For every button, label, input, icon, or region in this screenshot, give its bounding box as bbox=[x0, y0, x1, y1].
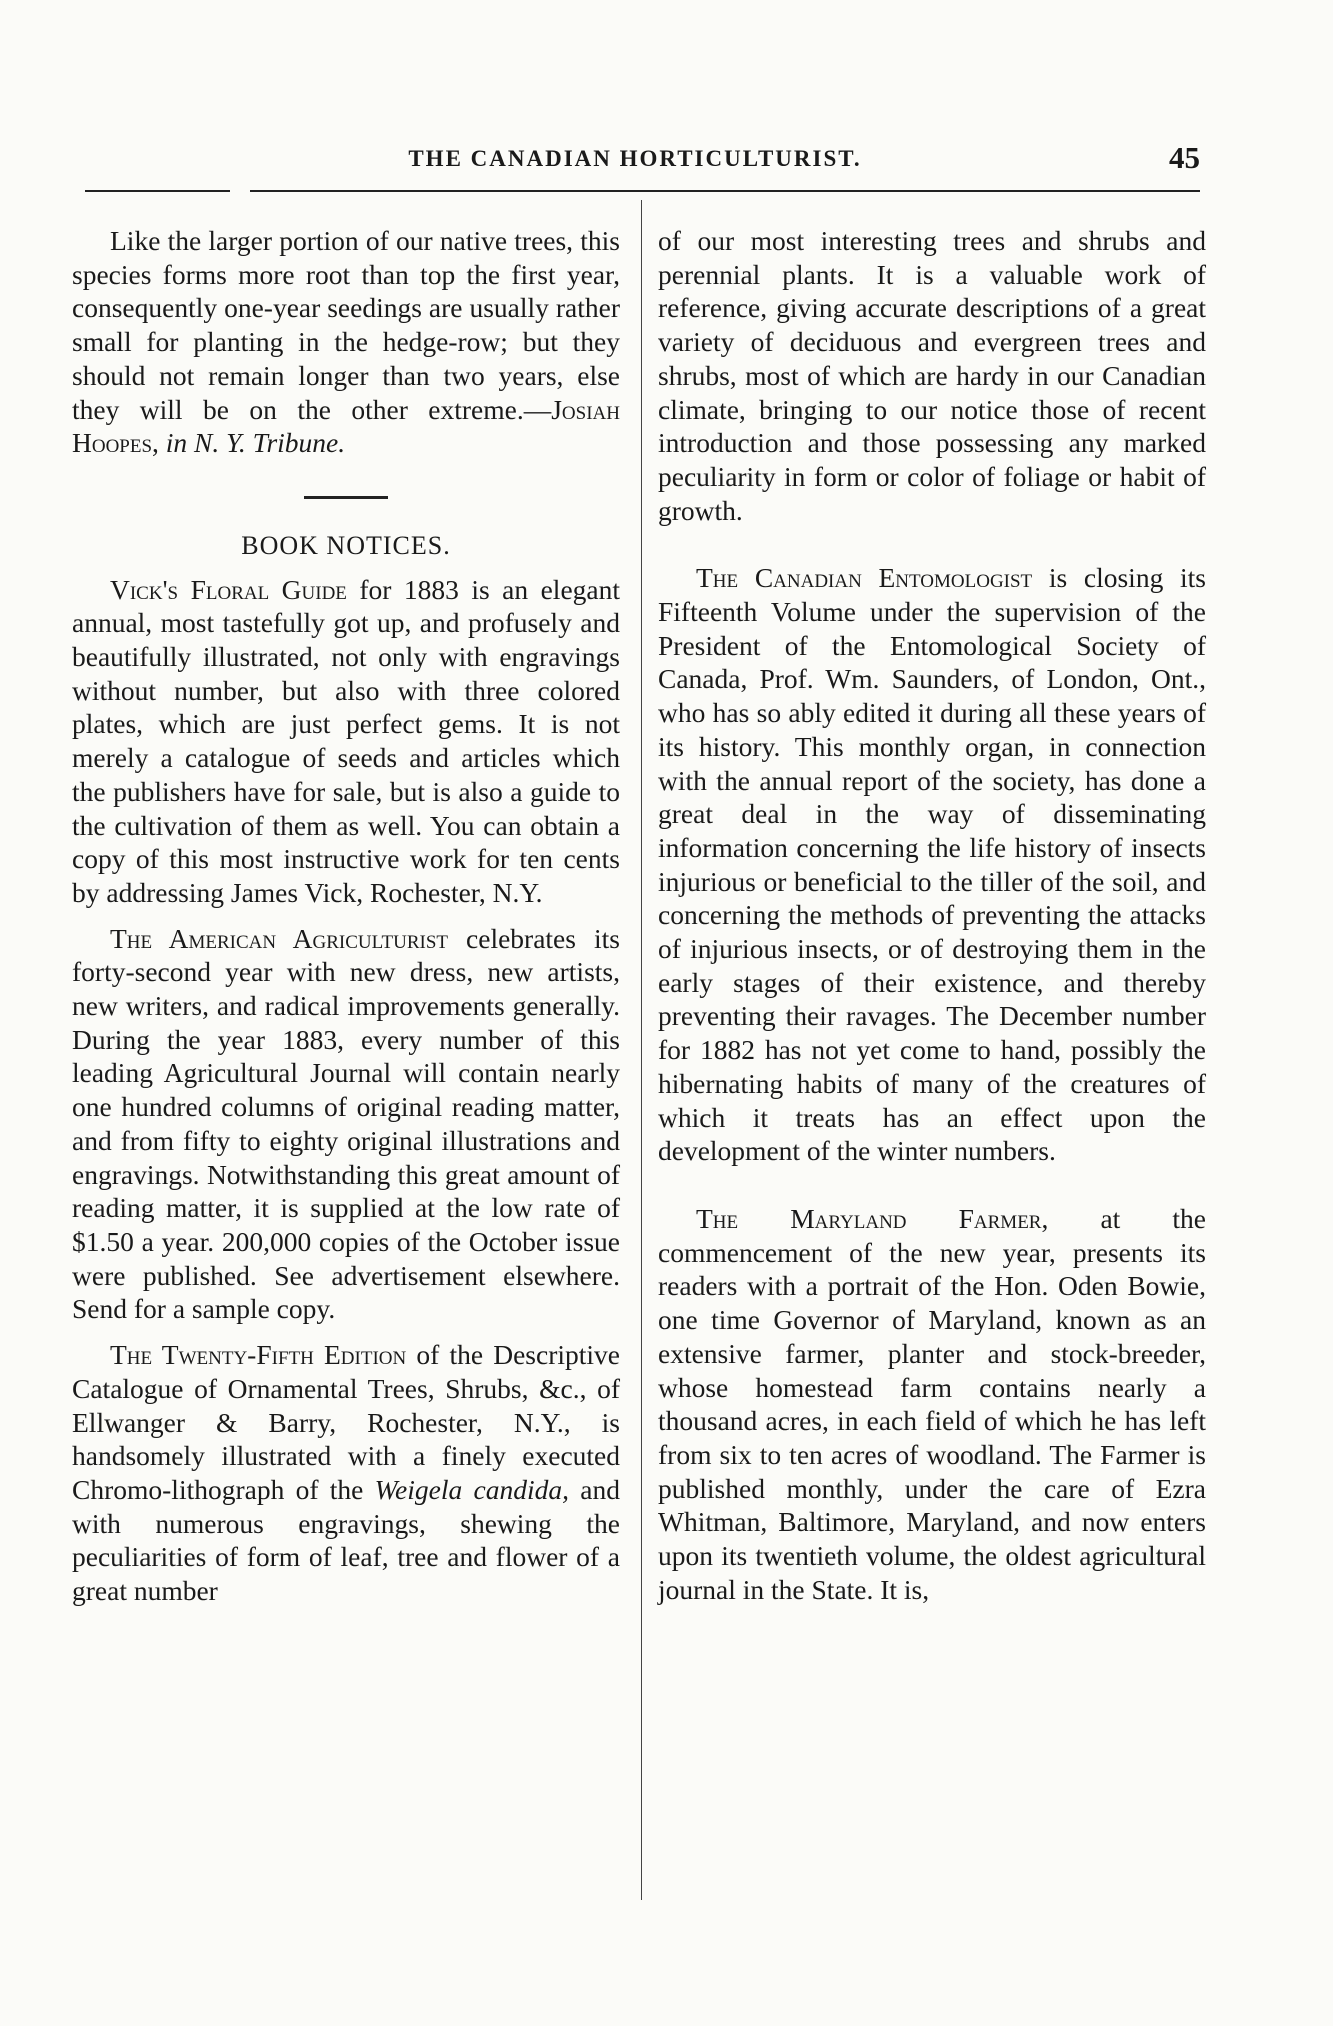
column-divider bbox=[641, 200, 642, 1900]
vicks-guide-title: Vick's Floral Guide bbox=[110, 573, 347, 605]
entomologist-title: The Canadian Entomologist bbox=[696, 562, 1033, 594]
hedge-paragraph-source: in N. Y. Tribune. bbox=[165, 427, 346, 459]
agriculturist-body: celebrates its forty-second year with new dress, new artists, new writers, and radical improvements generally. During the year 1883, every number of this leading Agricultural Journal will contain nearly one hundred columns of original reading matter, and from fifty to eighty original illustrations and engravings. Notwithstanding this great amount of reading matter, it is supplied at the low rate of $1.50 a year. 200,000 copies of the October issue were published. See advertisement elsewhere. Send for a sample copy. bbox=[72, 922, 620, 1325]
section-heading: BOOK NOTICES. bbox=[241, 530, 451, 560]
catalogue-body-start: of the Descriptive Catalogue of Ornamental Trees, Shrubs, &c., of Ellwanger & Barry, Rochester, N.Y., is handsomely illustrated with a finely executed Chromo-lithograph of the bbox=[72, 1339, 620, 1505]
catalogue-plant-name: Weigela candida, bbox=[374, 1473, 569, 1505]
right-column bbox=[658, 224, 1206, 1618]
catalogue-body-end: and with numerous engravings, shewing the peculiarities of form of leaf, tree and flower of a great number bbox=[72, 1473, 620, 1607]
agriculturist-notice bbox=[72, 922, 620, 1326]
hedge-paragraph-body: Like the larger portion of our native trees, this species forms more root than top the first year, consequently one-year seedings are usually rather small for planting in the hedge-row; but they should not remain longer than two years, else they will be on the other extreme.— bbox=[72, 225, 620, 425]
maryland-farmer-title: The Maryland Farmer, bbox=[696, 1202, 1049, 1234]
header-rule-left bbox=[85, 190, 230, 192]
page-number: 45 bbox=[1169, 140, 1200, 175]
running-title: THE CANADIAN HORTICULTURIST. bbox=[408, 146, 862, 171]
page-header bbox=[70, 140, 1200, 180]
maryland-farmer-body: at the commencement of the new year, presents its readers with a portrait of the Hon. Oden Bowie, one time Governor of Maryland, known as an extensive farmer, planter and stock-breeder, whose homestead farm contains nearly a thousand acres, in each field of which he has left from six to ten acres of woodland. The Farmer is published monthly, under the care of Ezra Whitman, Baltimore, Maryland, and now enters upon its twentieth volume, the oldest agricultural journal in the State. It is, bbox=[658, 1202, 1206, 1605]
catalogue-notice bbox=[72, 1338, 620, 1608]
catalogue-notice-continued: of our most interesting trees and shrubs and perennial plants. It is a valuable work of reference, giving accurate descriptions of a great variety of deciduous and evergreen trees and shrubs, most of which are hardy in our Canadian climate, bringing to our notice those of recent introduction and those possessing any marked peculiarity in form or color of foliage or habit of growth. bbox=[658, 225, 1206, 526]
hedge-paragraph bbox=[72, 224, 620, 460]
header-rule-right bbox=[250, 190, 1200, 192]
section-divider-rule bbox=[304, 496, 388, 499]
paragraph-gap bbox=[658, 539, 1206, 561]
hedge-paragraph-author: Josiah Hoopes, bbox=[72, 393, 620, 459]
entomologist-body: is closing its Fifteenth Volume under the supervision of the President of the Entomological Society of Canada, Prof. Wm. Saunders, of London, Ont., who has so ably edited it during all these years of its history. This monthly organ, in connection with the annual report of the society, has done a great deal in the way of disseminating information concerning the life history of insects injurious or beneficial to the tiller of the soil, and concerning the methods of preventing the attacks of injurious insects, or of destroying them in the early stages of their existence, and thereby preventing their ravages. The December number for 1882 has not yet come to hand, possibly the hibernating habits of many of the creatures of which it treats has an effect upon the development of the winter numbers. bbox=[658, 562, 1206, 1167]
catalogue-title: The Twenty-Fifth Edition bbox=[110, 1339, 407, 1371]
paragraph-gap bbox=[658, 1180, 1206, 1202]
agriculturist-title: The American Agriculturist bbox=[110, 922, 448, 954]
entomologist-notice bbox=[658, 561, 1206, 1168]
left-column bbox=[72, 224, 620, 1620]
vicks-guide-notice bbox=[72, 573, 620, 910]
vicks-guide-body: for 1883 is an elegant annual, most tastefully got up, and profusely and beautifully illustrated, not only with engravings without number, but also with three colored plates, which are just perfect gems. It is not merely a catalogue of seeds and articles which the publishers have for sale, but is also a guide to the cultivation of them as well. You can obtain a copy of this most instructive work for ten cents by addressing James Vick, Rochester, N.Y. bbox=[72, 573, 621, 908]
maryland-farmer-notice bbox=[658, 1202, 1206, 1606]
